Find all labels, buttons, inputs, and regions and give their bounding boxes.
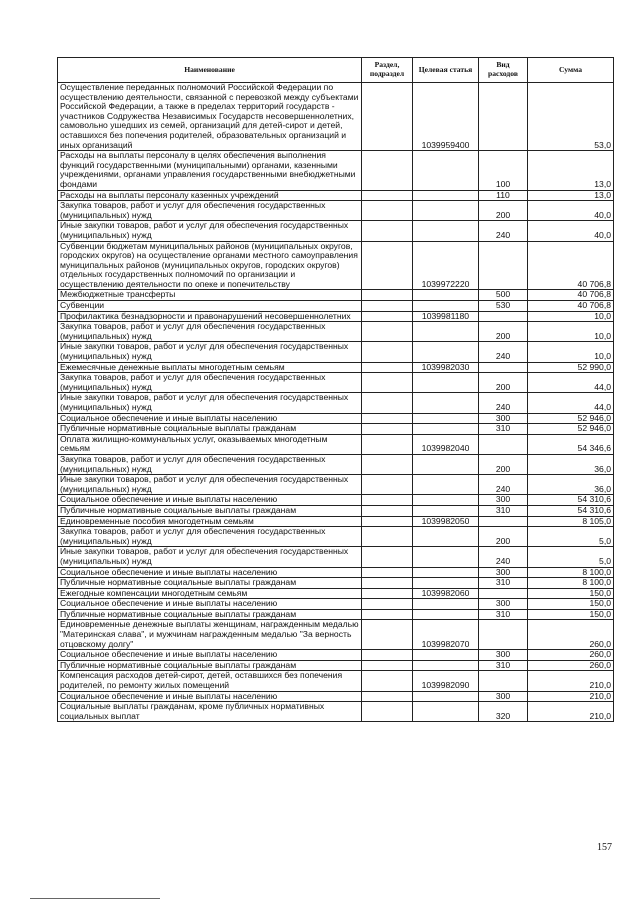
row-kind-cell: 300 [479,599,528,610]
table-row [58,567,614,578]
table-row [58,660,614,671]
row-section-cell [362,495,413,506]
row-name-cell: Субвенции бюджетам муниципальных районов (муниципальных округов, городских округов) на осуществление органами местного самоуправления муниципальных районов (муниципальных округов, городских округов) отдельных государственных полномочий по организации и осуществлению деятельности по опеке и попечительству [58,241,362,290]
row-name-cell: Социальное обеспечение и иные выплаты населению [58,691,362,702]
table-row [58,221,614,241]
row-sum-cell: 53,0 [528,83,614,151]
row-kind-cell [479,241,528,290]
row-target-cell: 1039972220 [413,241,479,290]
row-name-cell: Иные закупки товаров, работ и услуг для обеспечения государственных (муниципальных) нужд [58,393,362,413]
row-target-cell [413,609,479,620]
table-row [58,190,614,201]
row-name-cell: Закупка товаров, работ и услуг для обеспечения государственных (муниципальных) нужд [58,322,362,342]
row-name-cell: Субвенции [58,301,362,312]
row-kind-cell: 200 [479,322,528,342]
row-name-cell: Социальное обеспечение и иные выплаты населению [58,567,362,578]
row-name-cell: Социальное обеспечение и иные выплаты населению [58,413,362,424]
row-target-cell [413,190,479,201]
row-target-cell [413,650,479,661]
table-header-row [58,58,614,83]
table-row [58,527,614,547]
row-kind-cell [479,362,528,373]
row-sum-cell: 8 105,0 [528,516,614,527]
row-sum-cell: 44,0 [528,393,614,413]
table-row [58,290,614,301]
table-row [58,475,614,495]
row-target-cell [413,527,479,547]
row-kind-cell: 200 [479,527,528,547]
row-target-cell [413,151,479,190]
page-number: 157 [597,842,612,853]
row-sum-cell: 8 100,0 [528,567,614,578]
row-section-cell [362,588,413,599]
row-kind-cell: 310 [479,609,528,620]
row-section-cell [362,505,413,516]
row-target-cell [413,413,479,424]
row-name-cell: Социальное обеспечение и иные выплаты населению [58,495,362,506]
row-target-cell: 1039982050 [413,516,479,527]
row-section-cell [362,151,413,190]
row-sum-cell: 40 706,8 [528,301,614,312]
table-row [58,393,614,413]
row-kind-cell: 240 [479,547,528,567]
row-sum-cell: 44,0 [528,373,614,393]
table-row [58,578,614,589]
row-kind-cell: 310 [479,578,528,589]
row-sum-cell: 40 706,8 [528,241,614,290]
row-kind-cell: 240 [479,393,528,413]
table-row [58,151,614,190]
row-target-cell: 1039982090 [413,671,479,691]
row-kind-cell: 310 [479,660,528,671]
row-kind-cell [479,671,528,691]
table-row [58,516,614,527]
row-name-cell: Единовременные пособия многодетным семьям [58,516,362,527]
row-kind-cell: 240 [479,221,528,241]
row-target-cell [413,301,479,312]
row-sum-cell: 10,0 [528,322,614,342]
row-target-cell: 1039982070 [413,620,479,650]
row-target-cell: 1039982040 [413,434,479,454]
row-sum-cell: 150,0 [528,609,614,620]
row-sum-cell: 40,0 [528,201,614,221]
table-row [58,547,614,567]
row-name-cell: Закупка товаров, работ и услуг для обеспечения государственных (муниципальных) нужд [58,454,362,474]
row-name-cell: Осуществление переданных полномочий Российской Федерации по осуществлению деятельности, связанной с перевозкой между субъектами Российской Федерации, а также в пределах территорий государств - участников Содружества Независимых Государств несовершеннолетних, самовольно ушедших из семей, организаций для детей-сирот и детей, оставшихся без попечения родителей, образовательных организаций и иных организаций [58,83,362,151]
row-kind-cell: 300 [479,567,528,578]
row-kind-cell: 200 [479,373,528,393]
row-section-cell [362,516,413,527]
row-sum-cell: 40 706,8 [528,290,614,301]
row-kind-cell: 300 [479,413,528,424]
row-target-cell [413,702,479,722]
row-target-cell [413,547,479,567]
row-target-cell [413,567,479,578]
row-name-cell: Социальное обеспечение и иные выплаты населению [58,650,362,661]
row-section-cell [362,241,413,290]
row-name-cell: Публичные нормативные социальные выплаты гражданам [58,424,362,435]
table-row [58,311,614,322]
row-section-cell [362,190,413,201]
row-name-cell: Единовременные денежные выплаты женщинам, награжденным медалью "Материнская слава", и мужчинам награжденным медалью "За верность отцовскому долгу" [58,620,362,650]
row-section-cell [362,362,413,373]
row-sum-cell: 13,0 [528,151,614,190]
row-name-cell: Публичные нормативные социальные выплаты гражданам [58,578,362,589]
row-section-cell [362,413,413,424]
row-name-cell: Межбюджетные трансферты [58,290,362,301]
row-name-cell: Профилактика безнадзорности и правонарушений несовершеннолетних [58,311,362,322]
table-row [58,322,614,342]
row-kind-cell: 100 [479,151,528,190]
row-kind-cell: 200 [479,201,528,221]
row-target-cell [413,373,479,393]
row-sum-cell: 36,0 [528,475,614,495]
row-sum-cell: 54 310,6 [528,505,614,516]
row-kind-cell: 300 [479,691,528,702]
table-row [58,342,614,362]
row-section-cell [362,475,413,495]
row-name-cell: Иные закупки товаров, работ и услуг для обеспечения государственных (муниципальных) нужд [58,342,362,362]
row-sum-cell: 210,0 [528,702,614,722]
row-target-cell [413,691,479,702]
row-name-cell: Закупка товаров, работ и услуг для обеспечения государственных (муниципальных) нужд [58,201,362,221]
row-target-cell: 1039981180 [413,311,479,322]
table-row [58,424,614,435]
header-kind: Вид расходов [479,58,528,83]
row-target-cell [413,454,479,474]
row-sum-cell: 13,0 [528,190,614,201]
row-kind-cell [479,311,528,322]
row-kind-cell: 240 [479,475,528,495]
row-name-cell: Публичные нормативные социальные выплаты гражданам [58,660,362,671]
row-name-cell: Публичные нормативные социальные выплаты гражданам [58,505,362,516]
row-target-cell [413,201,479,221]
table-row [58,599,614,610]
row-name-cell: Расходы на выплаты персоналу в целях обеспечения выполнения функций государственными (муниципальными) органами, казенными учреждениями, органами управления государственными внебюджетными фондами [58,151,362,190]
row-target-cell [413,505,479,516]
row-name-cell: Ежегодные компенсации многодетным семьям [58,588,362,599]
table-row [58,201,614,221]
row-section-cell [362,322,413,342]
row-kind-cell: 200 [479,454,528,474]
row-kind-cell: 300 [479,650,528,661]
row-name-cell: Социальные выплаты гражданам, кроме публичных нормативных социальных выплат [58,702,362,722]
row-sum-cell: 52 990,0 [528,362,614,373]
row-name-cell: Публичные нормативные социальные выплаты гражданам [58,609,362,620]
row-name-cell: Иные закупки товаров, работ и услуг для обеспечения государственных (муниципальных) нужд [58,547,362,567]
row-name-cell: Закупка товаров, работ и услуг для обеспечения государственных (муниципальных) нужд [58,373,362,393]
budget-table [57,57,614,722]
row-kind-cell [479,434,528,454]
row-name-cell: Закупка товаров, работ и услуг для обеспечения государственных (муниципальных) нужд [58,527,362,547]
row-section-cell [362,702,413,722]
row-section-cell [362,527,413,547]
row-section-cell [362,434,413,454]
row-section-cell [362,547,413,567]
row-kind-cell [479,588,528,599]
table-row [58,650,614,661]
row-target-cell [413,393,479,413]
row-name-cell: Социальное обеспечение и иные выплаты населению [58,599,362,610]
row-kind-cell: 310 [479,424,528,435]
row-section-cell [362,311,413,322]
row-section-cell [362,671,413,691]
row-sum-cell: 260,0 [528,650,614,661]
table-row [58,373,614,393]
row-sum-cell: 150,0 [528,588,614,599]
row-name-cell: Ежемесячные денежные выплаты многодетным семьям [58,362,362,373]
row-kind-cell: 310 [479,505,528,516]
table-row [58,609,614,620]
header-sum: Сумма [528,58,614,83]
row-sum-cell: 5,0 [528,547,614,567]
row-target-cell: 1039982060 [413,588,479,599]
table-row [58,413,614,424]
row-target-cell [413,660,479,671]
row-sum-cell: 10,0 [528,311,614,322]
row-target-cell: 1039982030 [413,362,479,373]
row-kind-cell: 320 [479,702,528,722]
row-sum-cell: 40,0 [528,221,614,241]
row-section-cell [362,454,413,474]
row-name-cell: Расходы на выплаты персоналу казенных учреждений [58,190,362,201]
table-row [58,454,614,474]
row-sum-cell: 210,0 [528,671,614,691]
row-sum-cell: 260,0 [528,620,614,650]
row-section-cell [362,83,413,151]
header-name: Наименование [58,58,362,83]
table-row [58,505,614,516]
table-row [58,241,614,290]
row-section-cell [362,650,413,661]
table-row [58,434,614,454]
row-kind-cell [479,620,528,650]
row-section-cell [362,201,413,221]
header-section: Раздел, подраздел [362,58,413,83]
row-section-cell [362,393,413,413]
row-sum-cell: 52 946,0 [528,424,614,435]
row-kind-cell [479,516,528,527]
row-sum-cell: 210,0 [528,691,614,702]
row-section-cell [362,221,413,241]
row-sum-cell: 36,0 [528,454,614,474]
row-sum-cell: 52 946,0 [528,413,614,424]
table-row [58,691,614,702]
table-body [58,83,614,722]
row-section-cell [362,609,413,620]
table-row [58,588,614,599]
row-kind-cell: 110 [479,190,528,201]
row-target-cell [413,342,479,362]
row-kind-cell: 240 [479,342,528,362]
row-name-cell: Компенсация расходов детей-сирот, детей, оставшихся без попечения родителей, по ремонту жилых помещений [58,671,362,691]
row-section-cell [362,578,413,589]
row-target-cell [413,475,479,495]
table-row [58,702,614,722]
row-target-cell [413,322,479,342]
row-name-cell: Иные закупки товаров, работ и услуг для обеспечения государственных (муниципальных) нужд [58,221,362,241]
row-sum-cell: 10,0 [528,342,614,362]
row-sum-cell: 260,0 [528,660,614,671]
table-row [58,620,614,650]
footnote-divider [30,898,160,899]
row-target-cell [413,290,479,301]
row-section-cell [362,301,413,312]
table-row [58,83,614,151]
table-row [58,671,614,691]
table-row [58,301,614,312]
row-kind-cell [479,83,528,151]
table-row [58,362,614,373]
row-target-cell: 1039959400 [413,83,479,151]
budget-table-sheet [57,57,613,722]
row-target-cell [413,599,479,610]
row-kind-cell: 300 [479,495,528,506]
row-section-cell [362,373,413,393]
header-target: Целевая статья [413,58,479,83]
row-name-cell: Иные закупки товаров, работ и услуг для обеспечения государственных (муниципальных) нужд [58,475,362,495]
row-section-cell [362,424,413,435]
row-kind-cell: 530 [479,301,528,312]
row-section-cell [362,599,413,610]
row-target-cell [413,495,479,506]
row-kind-cell: 500 [479,290,528,301]
row-section-cell [362,660,413,671]
row-section-cell [362,691,413,702]
row-section-cell [362,620,413,650]
row-section-cell [362,567,413,578]
row-target-cell [413,424,479,435]
row-sum-cell: 54 346,6 [528,434,614,454]
table-row [58,495,614,506]
row-sum-cell: 150,0 [528,599,614,610]
row-target-cell [413,221,479,241]
row-section-cell [362,290,413,301]
row-target-cell [413,578,479,589]
row-sum-cell: 5,0 [528,527,614,547]
row-section-cell [362,342,413,362]
row-name-cell: Оплата жилищно-коммунальных услуг, оказываемых многодетным семьям [58,434,362,454]
row-sum-cell: 8 100,0 [528,578,614,589]
row-sum-cell: 54 310,6 [528,495,614,506]
